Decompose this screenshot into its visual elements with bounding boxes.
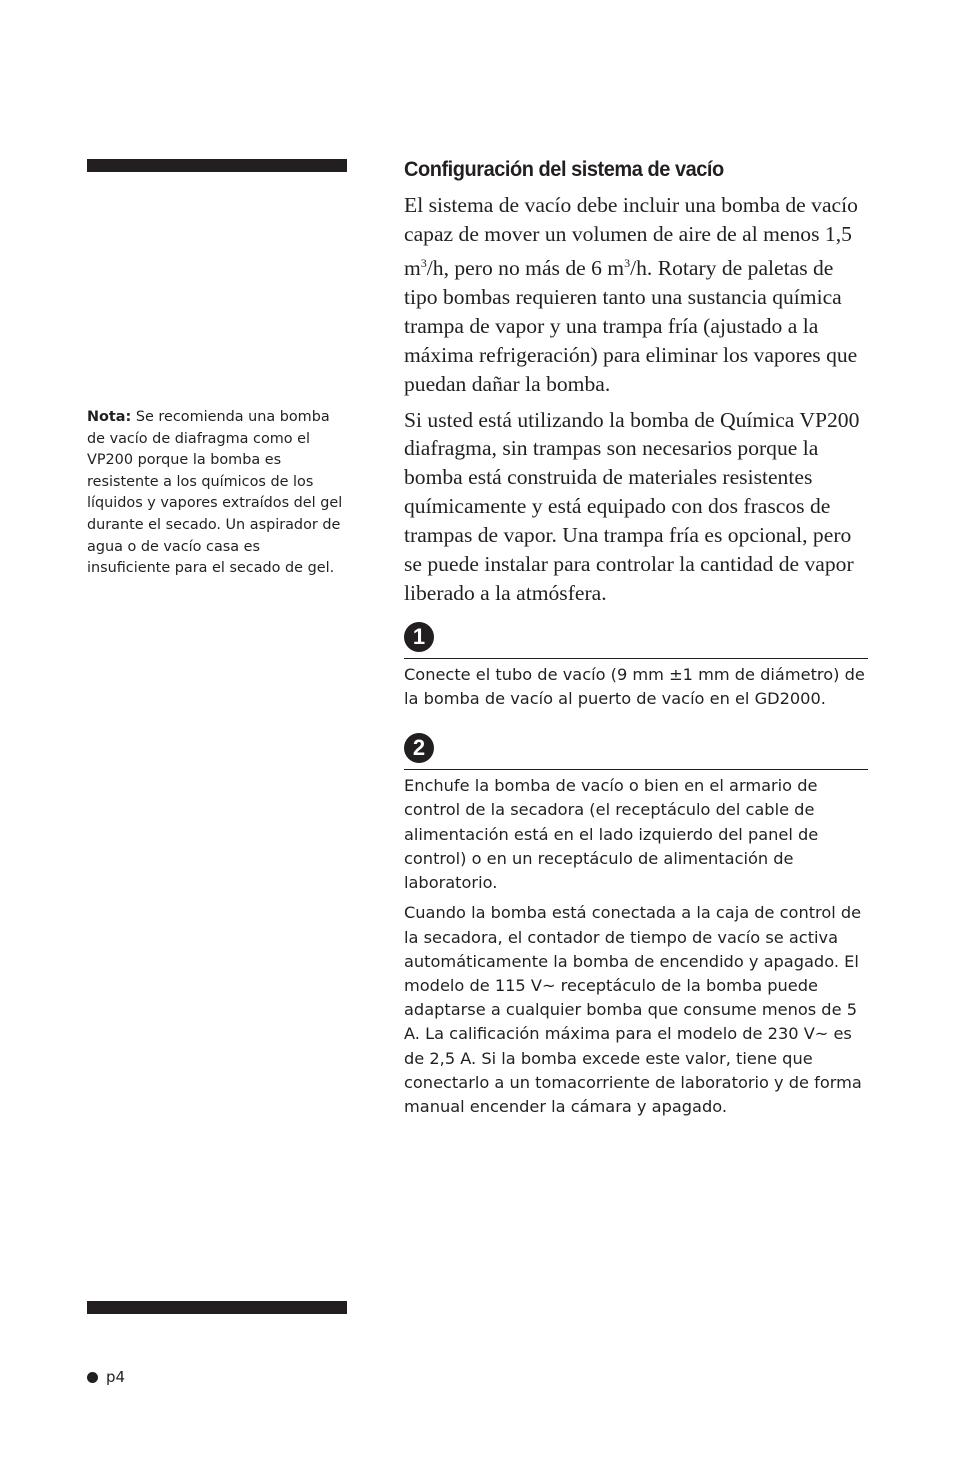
- superscript-2: 3: [624, 255, 631, 270]
- page-number: p4: [106, 1368, 126, 1386]
- note-label: Nota:: [87, 409, 132, 425]
- step-2-header: [404, 731, 868, 770]
- top-rule: [87, 159, 347, 172]
- bullet-icon: [87, 1372, 98, 1383]
- vp200-paragraph: Si usted está utilizando la bomba de Química VP200 diafragma, sin trampas son necesarios porque la bomba está construida de materiales resistentes químicamente y está equipado con dos frascos de trampas de vapor. Una trampa fría es opcional, pero se puede instalar para controlar la cantidad de vapor liberado a la atmósfera.: [404, 407, 860, 605]
- main-column: [404, 154, 868, 1125]
- step-1-header: [404, 620, 868, 659]
- step-1-number-icon: 1: [404, 622, 434, 652]
- step-1-text: Conecte el tubo de vacío (9 mm ±1 mm de diámetro) de la bomba de vacío al puerto de vacío en el GD2000.: [404, 664, 865, 709]
- step-2-text-1: Enchufe la bomba de vacío o bien en el armario de control de la secadora (el receptáculo del cable de alimentación está en el lado izquierdo del panel de control) o en un receptáculo de alimentación de laboratorio.: [404, 776, 819, 893]
- superscript-1: 3: [420, 255, 427, 270]
- note-text: Se recomienda una bomba de vacío de diafragma como el VP200 porque la bomba es resistente a los químicos de los líquidos y vapores extraídos del gel durante el secado. Un aspirador de agua o de vacío casa es insuficiente para el secado de gel.: [87, 409, 343, 577]
- intro-text-3: /h. Rotary de paletas de tipo bombas requieren tanto una sustancia química trampa de vapor y una trampa fría (ajustado a la máxima refrigeración) para eliminar los vapores que puedan dañar la bomba.: [404, 256, 858, 396]
- page-footer: [87, 1366, 125, 1388]
- step-2-text-2: Cuando la bomba está conectada a la caja de control de la secadora, el contador de tiempo de vacío se activa automáticamente la bomba de encendido y apagado. El modelo de 115 V~ receptáculo de la bomba puede adaptarse a cualquier bomba que consume menos de 5 A. La calificación máxima para el modelo de 230 V~ es de 2,5 A. Si la bomba excede este valor, tiene que conectarlo a un tomacorriente de laboratorio y de forma manual encender la cámara y apagado.: [404, 903, 862, 1116]
- intro-text-1: El sistema de vacío debe incluir una bomba de vacío capaz de mover un volumen de aire de al menos 1,5 m: [404, 193, 858, 280]
- intro-text-2: /h, pero no más de 6 m: [426, 256, 625, 280]
- intro-paragraph: [404, 191, 868, 399]
- side-note: [87, 407, 345, 580]
- bottom-rule: [87, 1301, 347, 1314]
- section-title: Configuración del sistema de vacío: [404, 157, 724, 181]
- step-2-number-icon: 2: [404, 733, 434, 763]
